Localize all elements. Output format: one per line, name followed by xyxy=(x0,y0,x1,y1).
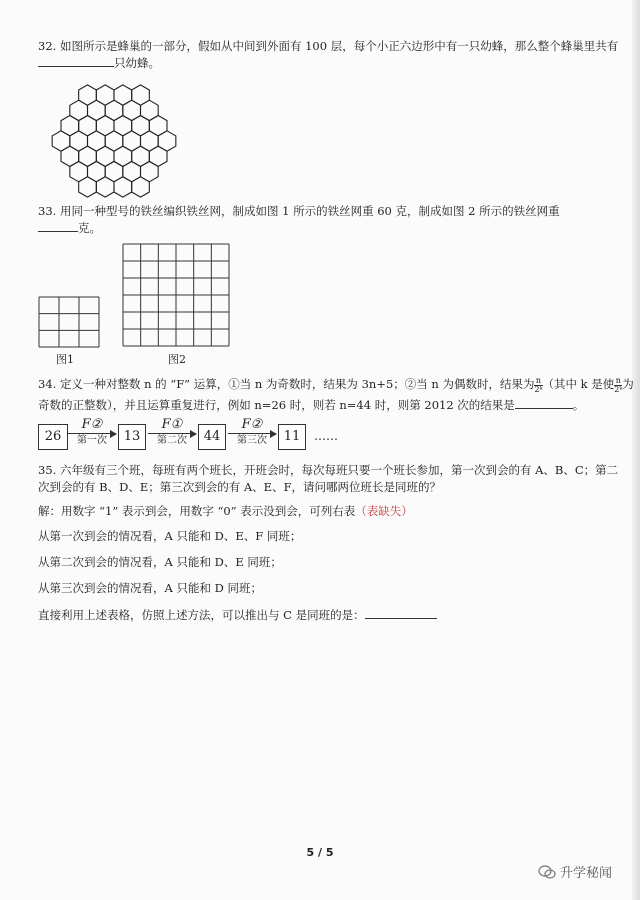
q35-step-1: 从第一次到会的情况看，A 只能和 D、E、F 同班； xyxy=(38,529,302,543)
q35-step-3: 从第三次到会的情况看，A 只能和 D 同班； xyxy=(38,581,262,595)
fig2-caption: 图2 xyxy=(168,353,186,366)
watermark xyxy=(538,862,612,881)
hexagon-cell xyxy=(158,131,176,151)
wechat-icon xyxy=(538,864,556,880)
q32-line1: 32. 如图所示是蜂巢的一部分，假如从中间到外面有 100 层，每个小正六边形中有一只幼蜂，那么整个蜂巢里共有 xyxy=(38,39,619,53)
q35-line1: 35. 六年级有三个班，每班有两个班长，开班会时，每次每班只要一个班长参加，第一次到会的有 A、B、C；第二 xyxy=(38,463,619,477)
chain-arrow-1 xyxy=(68,418,116,447)
q34-answer-blank[interactable] xyxy=(515,396,573,409)
arrow-right-icon xyxy=(228,433,276,434)
q34-line1-a: 34. 定义一种对整数 n 的 “F” 运算，①当 n 为奇数时，结果为 3n+5；②当 n 为偶数时，结果为 xyxy=(38,377,535,391)
q34-fraction-1: $\frac{n}{\text{2ᵏ}}$ xyxy=(534,375,543,394)
q34-line1-c: 为 xyxy=(622,377,634,391)
q32-line2-text: 只幼蜂。 xyxy=(114,56,160,70)
q34-line2: 奇数的正整数），并且运算重复进行，例如 n=26 时，则若 n=44 时，则第 2012 次的结果是 。 xyxy=(38,398,585,412)
q35-step-4 xyxy=(38,606,437,623)
q32-line2 xyxy=(38,54,160,71)
q35-solution-text: 解：用数字 “1” 表示到会，用数字 “0” 表示没到会，可列右表 xyxy=(38,504,356,518)
q35-answer-blank[interactable] xyxy=(365,606,437,619)
chain-value-4: 11 xyxy=(278,424,306,450)
q34-line2-text: 奇数的正整数），并且运算重复进行，例如 n=26 时，则若 n=44 时，则第 2012 次的结果是 xyxy=(38,398,515,412)
page-number: 5 / 5 xyxy=(306,846,334,859)
q34-fraction-2: $\frac{n}{\text{2ᵏ}}$ xyxy=(614,375,623,394)
q32-answer-blank[interactable] xyxy=(38,54,114,67)
q35-solution xyxy=(38,503,413,519)
q35-line2: 次到会的有 B、D、E；第三次到会的有 A、E、F，请问哪两位班长是同班的？ xyxy=(38,480,442,494)
chain-arrow-2 xyxy=(148,418,196,447)
chain-step-1: 第一次 xyxy=(77,435,107,446)
honeycomb-figure xyxy=(34,76,194,206)
q35-step-2: 从第二次到会的情况看，A 只能和 D、E 同班； xyxy=(38,555,282,569)
q35-step-4-text: 直接利用上述表格，仿照上述方法，可以推出与 C 是同班的是： xyxy=(38,608,365,622)
fig1-caption: 图1 xyxy=(56,353,74,366)
q34-line1 xyxy=(38,376,634,394)
q33-answer-blank[interactable] xyxy=(38,219,78,232)
chain-arrow-3 xyxy=(228,418,276,447)
chain-value-2: 13 xyxy=(118,424,146,450)
arrow-right-icon xyxy=(68,433,116,434)
q33-line2 xyxy=(38,219,101,236)
chain-op-1: F② xyxy=(81,417,103,432)
chain-value-3: 44 xyxy=(198,424,226,450)
q33-line2-text: 克。 xyxy=(78,221,101,235)
chain-step-2: 第二次 xyxy=(157,435,187,446)
wire-mesh-figure-1 xyxy=(38,296,100,348)
chain-ellipsis: …… xyxy=(314,429,338,443)
chain-step-3: 第三次 xyxy=(237,435,267,446)
q35-missing-table-note: （表缺失） xyxy=(355,504,413,518)
q33-line1: 33. 用同一种型号的铁丝编织铁丝网，制成如图 1 所示的铁丝网重 60 克，制成如图 2 所示的铁丝网重 xyxy=(38,204,560,218)
q34-line1-b: （其中 k 是使 xyxy=(542,377,615,391)
wire-mesh-figure-2 xyxy=(122,243,230,347)
page-edge-shadow xyxy=(632,0,640,900)
chain-value-1: 26 xyxy=(38,424,68,450)
watermark-text: 升学秘闻 xyxy=(559,866,612,881)
chain-op-2: F① xyxy=(161,417,183,432)
arrow-right-icon xyxy=(148,433,196,434)
chain-op-3: F② xyxy=(241,417,263,432)
